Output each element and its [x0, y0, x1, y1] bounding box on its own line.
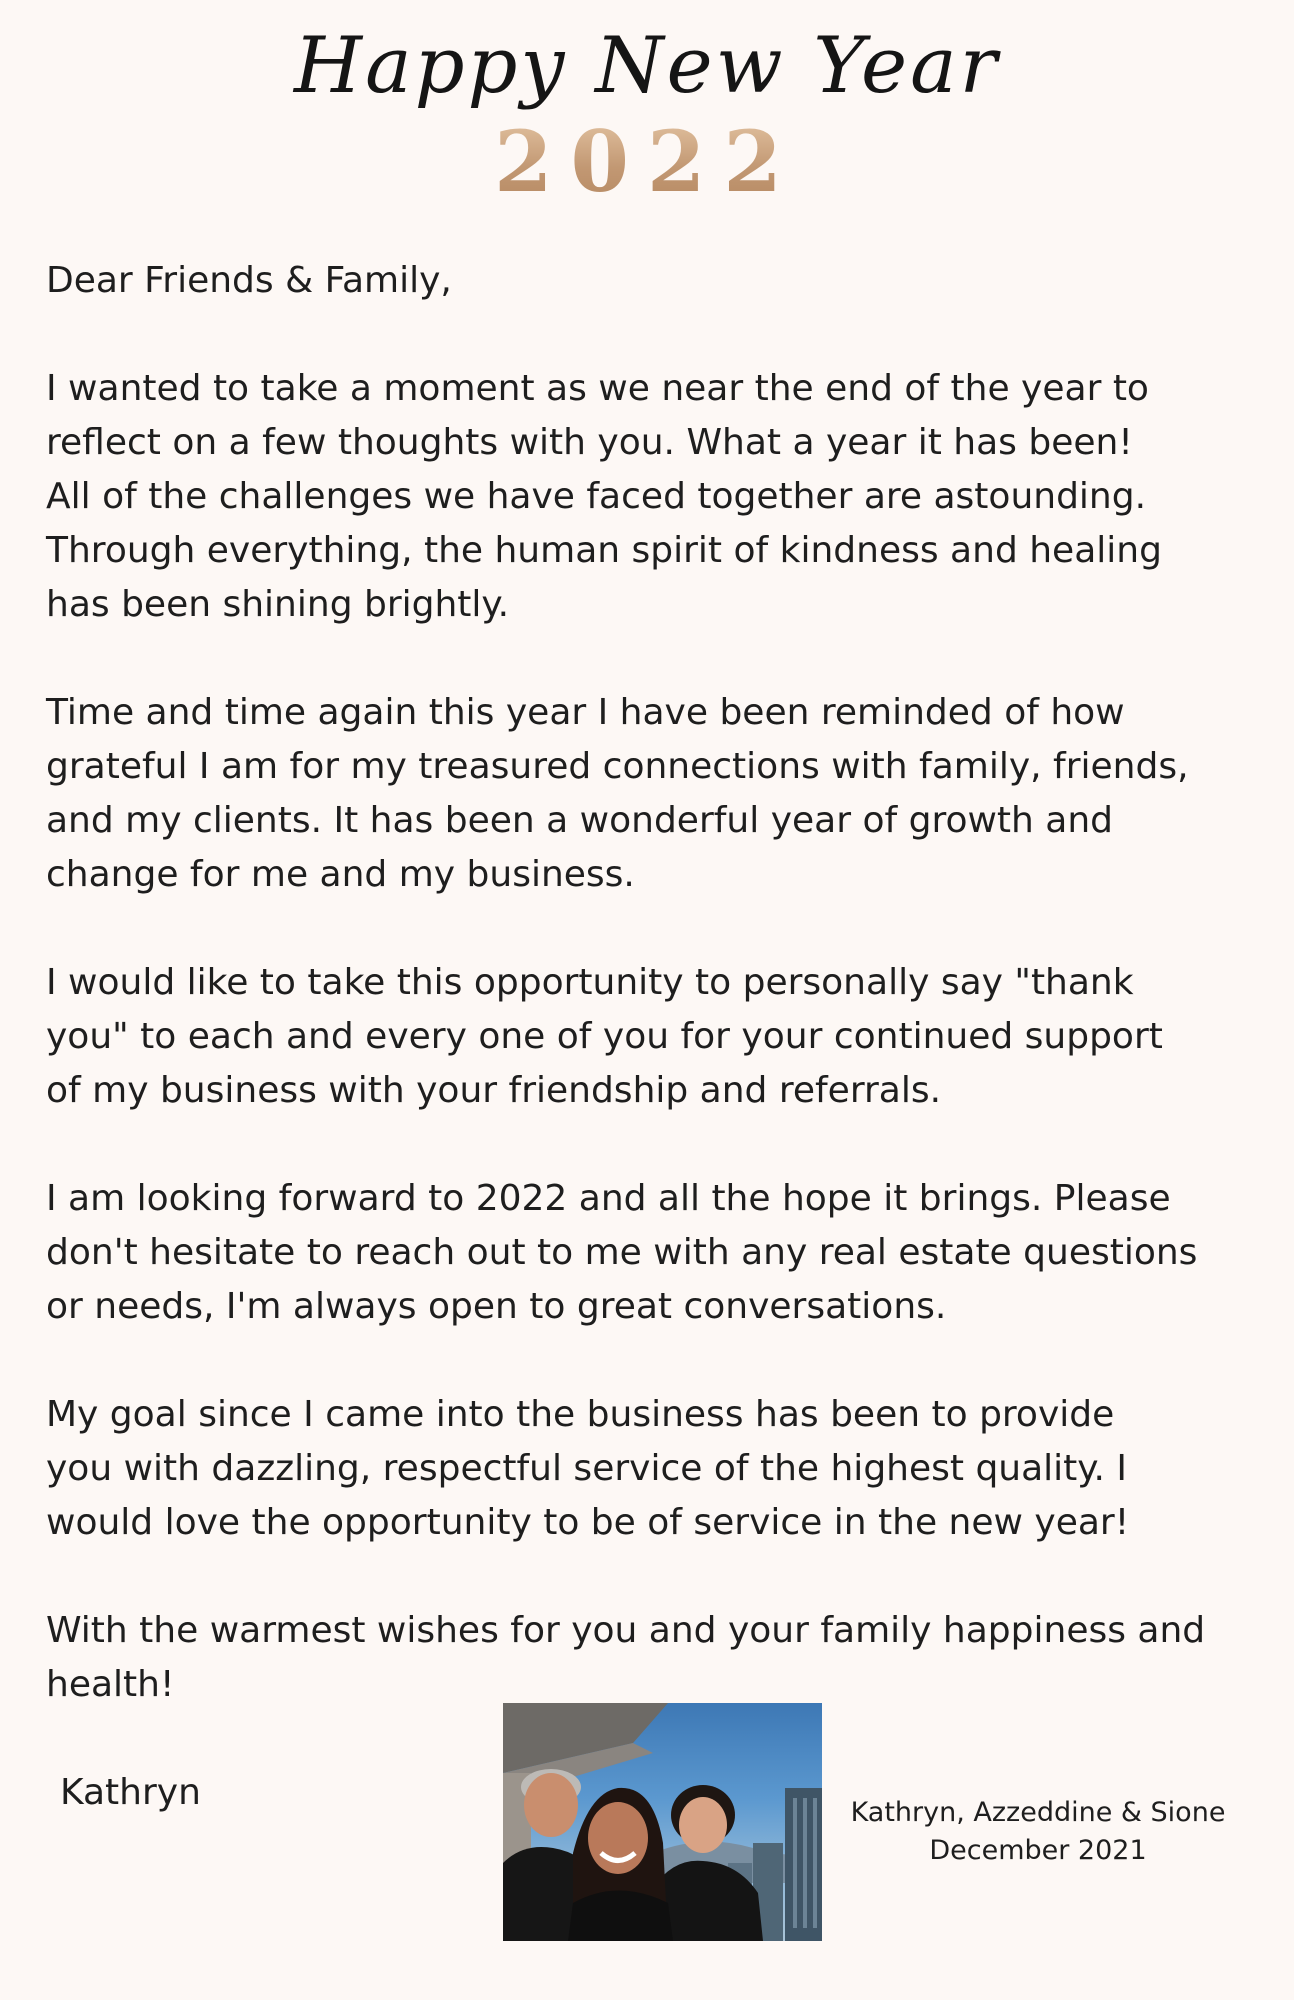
caption-names: Kathryn, Azzeddine & Sione	[850, 1797, 1226, 1828]
year-heading: 2022	[0, 112, 1294, 213]
face-shape	[679, 1797, 727, 1853]
tower-window-shape	[813, 1798, 817, 1928]
letter-signoff: Kathryn	[60, 1772, 201, 1813]
letter-paragraph: With the warmest wishes for you and your family happiness and health!	[46, 1610, 1206, 1705]
face-shape	[524, 1773, 578, 1837]
letter-paragraph: I would like to take this opportunity to personally say "thank you" to each and every one of you for your continued support of my business with your friendship and referrals.	[46, 962, 1163, 1111]
letter-greeting: Dear Friends & Family,	[46, 260, 452, 301]
tower-window-shape	[793, 1798, 797, 1928]
letter-paragraph: My goal since I came into the business has been to provide you with dazzling, respectful service of the highest quality. I would love the opportunity to be of service in the new year!	[46, 1394, 1130, 1543]
caption-date: December 2021	[929, 1835, 1147, 1866]
letter-paragraph: I wanted to take a moment as we near the end of the year to reflect on a few thoughts with you. What a year it has been! All of the challenges we have faced together are astounding. Through everything, the human spirit of kindness and healing has been shining brightly.	[46, 368, 1162, 625]
face-shape	[588, 1802, 648, 1874]
letter-paragraph: Time and time again this year I have been reminded of how grateful I am for my treasured connections with family, friends, and my clients. It has been a wonderful year of growth and change for me and my business.	[46, 692, 1189, 895]
happy-new-year-heading: Happy New Year	[294, 21, 1000, 111]
family-photo	[503, 1703, 822, 1941]
letter-paragraph: I am looking forward to 2022 and all the hope it brings. Please don't hesitate to reach out to me with any real estate questions or needs, I'm always open to great conversations.	[46, 1178, 1198, 1327]
tower-window-shape	[803, 1798, 807, 1928]
family-photo-illustration	[503, 1703, 822, 1941]
photo-caption	[838, 1794, 1238, 1870]
